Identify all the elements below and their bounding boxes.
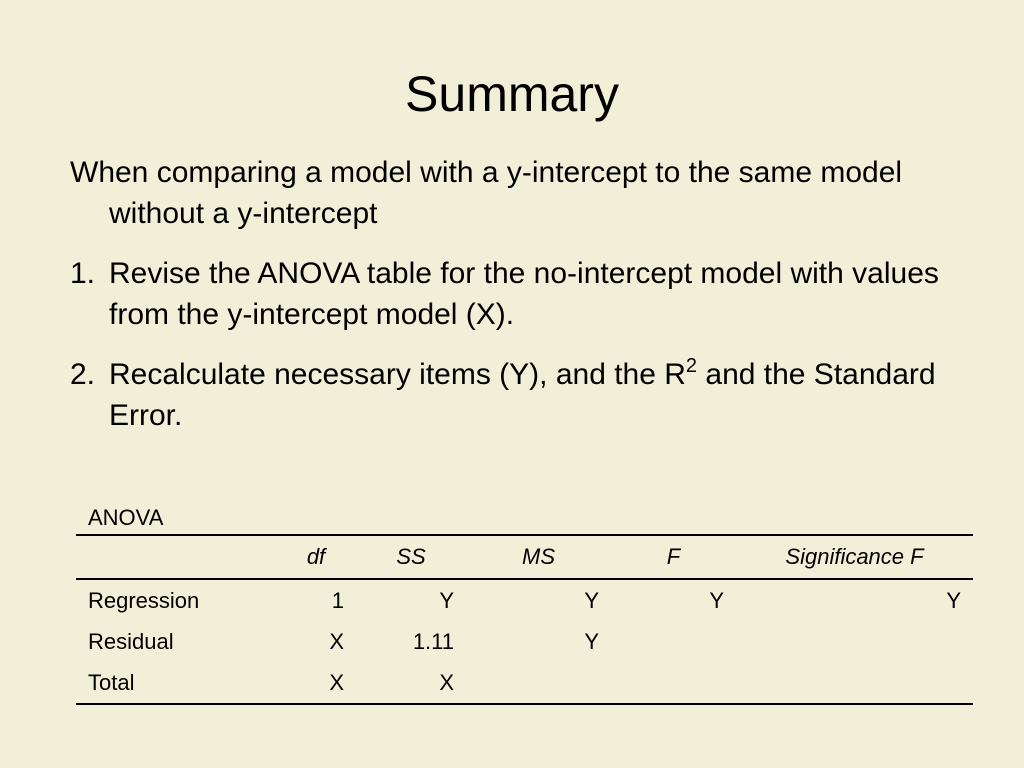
anova-col-header-blank <box>76 535 276 579</box>
cell-df: X <box>329 669 344 695</box>
row-label: Total <box>88 669 135 695</box>
cell-significance-f <box>736 621 973 662</box>
cell-ms: Y <box>584 587 599 613</box>
step-1-number: 1. <box>70 257 96 290</box>
step-2-superscript: 2 <box>685 355 698 377</box>
slide-title: Summary <box>405 66 619 122</box>
row-label: Residual <box>88 628 174 654</box>
slide-body <box>70 152 970 455</box>
step-2-text-before: Recalculate necessary items (Y), and the R <box>109 358 686 391</box>
row-label: Regression <box>88 587 200 613</box>
step-2 <box>70 354 970 436</box>
cell-df: X <box>329 628 344 654</box>
step-1 <box>70 253 970 335</box>
anova-col-header-df: df <box>306 544 326 569</box>
cell-f: Y <box>709 587 724 613</box>
table-row <box>76 621 973 662</box>
intro-paragraph: When comparing a model with a y-intercept to the same model without a y-intercept <box>70 156 903 230</box>
cell-ss: 1.11 <box>412 628 454 654</box>
anova-col-header-ss: SS <box>396 544 426 569</box>
cell-ms <box>466 662 611 704</box>
anova-header-row <box>76 535 973 579</box>
step-2-number: 2. <box>70 358 96 391</box>
table-row <box>76 579 973 621</box>
step-2-text-after: and the Standard Error. <box>109 358 936 432</box>
anova-col-header-ms: MS <box>522 544 555 569</box>
anova-table <box>76 534 973 705</box>
cell-df: 1 <box>331 587 344 613</box>
cell-significance-f: Y <box>946 587 961 613</box>
cell-f <box>611 662 736 704</box>
cell-significance-f <box>736 662 973 704</box>
cell-f <box>611 621 736 662</box>
anova-table-block <box>76 502 973 705</box>
cell-ss: X <box>439 669 454 695</box>
table-row <box>76 662 973 704</box>
anova-col-header-significance-f: Significance F <box>785 544 924 569</box>
anova-col-header-f: F <box>666 544 681 569</box>
cell-ms: Y <box>584 628 599 654</box>
anova-title: ANOVA <box>88 505 164 530</box>
cell-ss: Y <box>439 587 454 613</box>
step-1-text: Revise the ANOVA table for the no-intercept model with values from the y-intercept model (X). <box>109 257 939 331</box>
